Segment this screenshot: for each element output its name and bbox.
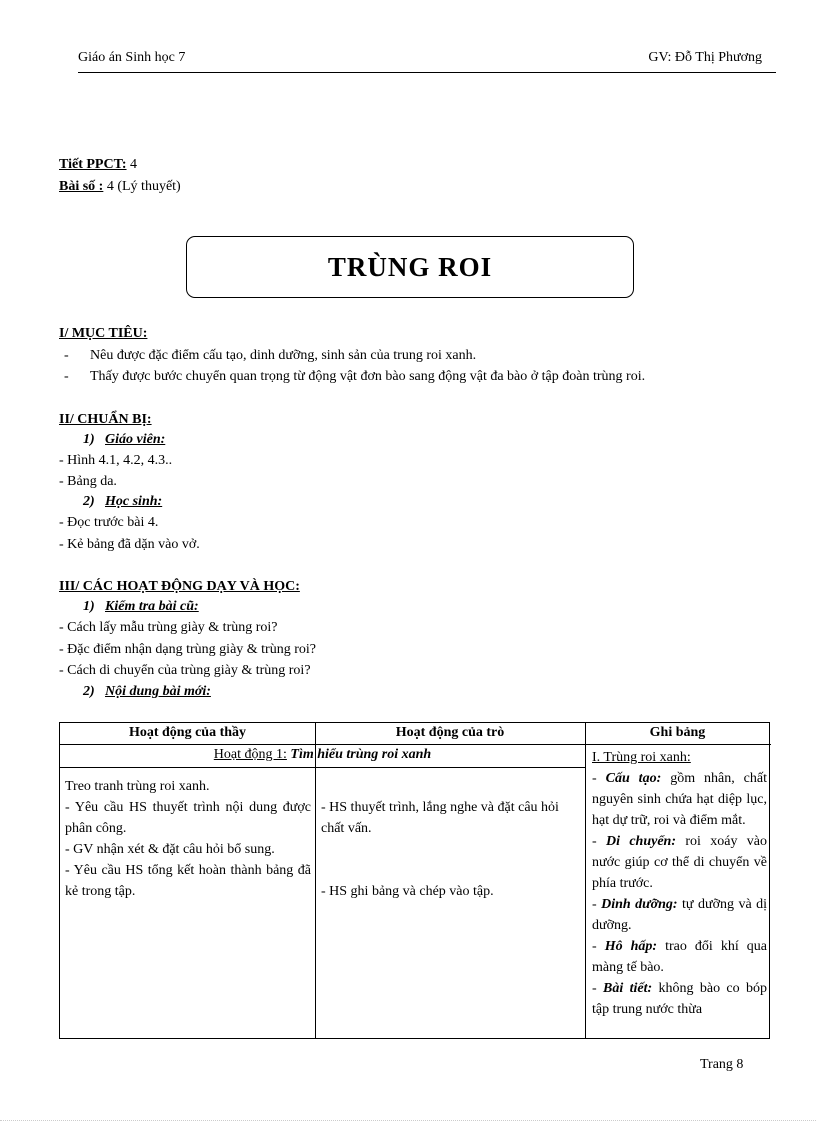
review-question: - Cách di chuyển của trùng giày & trùng roi?	[59, 663, 311, 678]
teacher-step: - GV nhận xét & đặt câu hỏi bổ sung.	[65, 842, 275, 857]
section-activities-heading: III/ CÁC HOẠT ĐỘNG DẠY VÀ HỌC:	[59, 579, 300, 594]
bai-value: 4 (Lý thuyết)	[106, 179, 181, 194]
item-number: 1)	[83, 599, 95, 614]
review-heading	[83, 599, 199, 615]
student-step: - HS ghi bảng và chép vào tập.	[321, 884, 494, 899]
review-question: - Đặc điểm nhận dạng trùng giày & trùng roi?	[59, 642, 316, 657]
review-question: - Cách lấy mẫu trùng giày & trùng roi?	[59, 620, 278, 635]
tiet-label: Tiết PPCT:	[59, 157, 127, 172]
board-notes-cell: I. Trùng roi xanh: - Cấu tạo: gồm nhân, chất nguyên sinh chứa hạt diệp lục, hạt dự trữ, roi và điểm mắt. - Di chuyển: roi xoáy vào nước giúp cơ thể di chuyển về phía trước. - Dinh dưỡng: tự dưỡng và dị dưỡng. - Hô hấp: trao đổi khí qua màng tế bào. - Bài tiết: không bào co bóp tập trung nước thừa	[592, 750, 768, 1017]
bai-label: Bài số :	[59, 179, 104, 194]
activity-row	[60, 747, 585, 763]
board-text: trao đổi khí qua màng tế bào.	[592, 939, 767, 975]
tiet-value: 4	[130, 157, 138, 172]
page-bottom-edge	[0, 1120, 816, 1121]
lesson-index	[59, 179, 181, 195]
board-text: gồm nhân, chất nguyên sinh chứa hạt diệp lục, hạt dự trữ, roi và điểm mắt.	[592, 771, 767, 828]
student-prep-item: - Kẻ bảng đã dặn vào vở.	[59, 537, 200, 552]
student-activity-cell	[321, 797, 579, 902]
title-box	[186, 236, 634, 298]
teacher-prep-item: - Bảng da.	[59, 474, 117, 489]
student-prep-item: - Đọc trước bài 4.	[59, 515, 159, 530]
board-key: Dinh dưỡng:	[601, 897, 678, 912]
column-divider	[315, 723, 316, 1038]
board-key: Hô hấp:	[604, 939, 658, 954]
new-lesson-heading	[83, 684, 211, 700]
row-divider	[60, 744, 771, 745]
objective-item: - Nêu được đặc điểm cấu tạo, dinh dưỡng, sinh sản của trung roi xanh.	[64, 348, 477, 363]
header-board-notes: Ghi bảng	[649, 725, 706, 740]
item-number: 1)	[83, 432, 95, 447]
teacher-activity-cell	[65, 776, 311, 902]
objective-text: Thấy được bước chuyển quan trọng từ động vật đơn bào sang động vật đa bào ở tập đoàn trùng roi.	[90, 369, 646, 384]
lesson-table	[59, 722, 770, 1039]
header-subject: Giáo án Sinh học 7	[78, 50, 186, 65]
section-objectives-heading: I/ MỤC TIÊU:	[59, 326, 148, 341]
board-text: roi xoáy vào nước giúp cơ thể di chuyển về phía trước.	[592, 834, 767, 891]
teacher-prep-heading	[83, 432, 165, 448]
header-student-activity: Hoạt động của trò	[395, 725, 505, 740]
activity-prefix: Hoạt động 1:	[213, 747, 287, 762]
student-step: - HS thuyết trình, lắng nghe và đặt câu hỏi chất vấn.	[321, 800, 559, 836]
page-title: TRÙNG ROI	[327, 251, 493, 282]
header-teacher: GV: Đỗ Thị Phương	[648, 50, 762, 65]
activity-title: Tìm hiểu trùng roi xanh	[290, 747, 432, 762]
student-prep-label: Học sinh:	[105, 494, 163, 509]
item-number: 2)	[83, 684, 95, 699]
student-prep-heading	[83, 494, 162, 510]
teacher-prep-label: Giáo viên:	[105, 432, 166, 447]
review-label: Kiểm tra bài cũ:	[105, 599, 199, 614]
objective-item: - Thấy được bước chuyển quan trọng từ động vật đơn bào sang động vật đa bào ở tập đoàn trùng roi.	[64, 369, 646, 384]
item-number: 2)	[83, 494, 95, 509]
section-preparation-heading: II/ CHUẨN BỊ:	[59, 412, 152, 427]
teacher-prep-item: - Hình 4.1, 4.2, 4.3..	[59, 453, 173, 468]
board-text: tự dưỡng và dị dưỡng.	[592, 897, 768, 933]
objective-text: Nêu được đặc điểm cấu tạo, dinh dưỡng, sinh sản của trung roi xanh.	[90, 348, 477, 363]
teacher-step: - Yêu cầu HS tổng kết hoàn thành bảng đã kẻ trong tập.	[65, 863, 311, 899]
teacher-step: - Yêu cầu HS thuyết trình nội dung được phân công.	[65, 800, 311, 836]
page-number: Trang 8	[700, 1057, 744, 1072]
board-key: Cấu tạo:	[605, 771, 662, 786]
new-lesson-label: Nội dung bài mới:	[105, 684, 211, 699]
teacher-step: Treo tranh trùng roi xanh.	[65, 779, 210, 794]
board-text: không bào co bóp tập trung nước thừa	[592, 981, 767, 1017]
column-divider	[585, 723, 586, 1038]
board-heading: I. Trùng roi xanh:	[592, 750, 691, 765]
board-key: Di chuyển:	[606, 834, 676, 849]
header-teacher-activity: Hoạt động của thầy	[128, 725, 247, 740]
row-divider	[60, 767, 585, 768]
lesson-number	[59, 157, 137, 173]
page-header	[78, 50, 776, 73]
board-key: Bài tiết:	[603, 981, 653, 996]
